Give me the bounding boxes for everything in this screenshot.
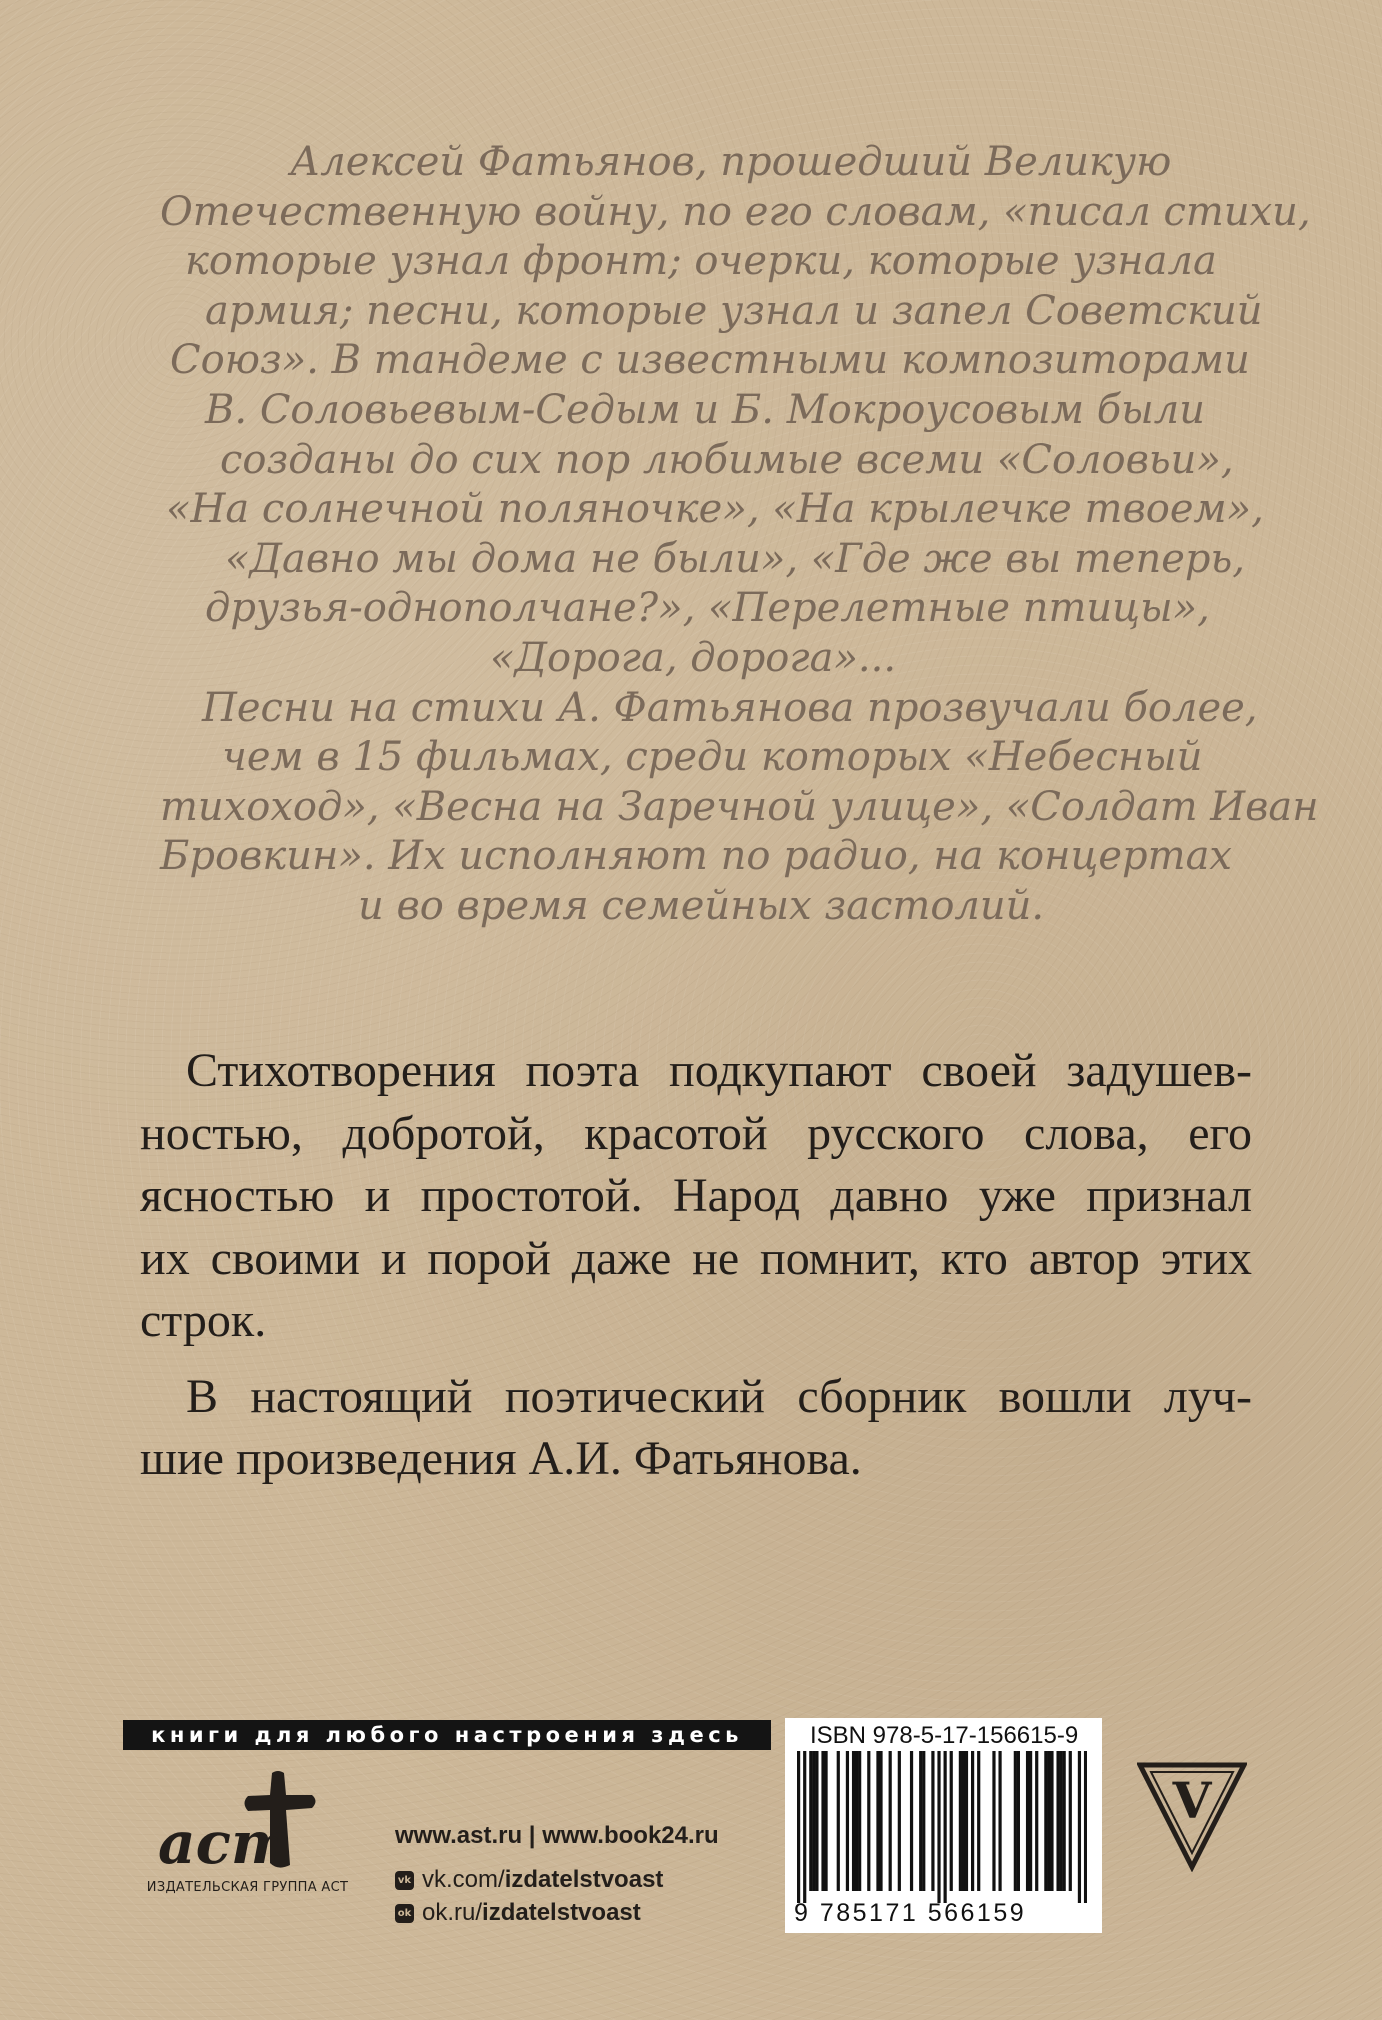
- barcode-bar: [919, 1751, 922, 1891]
- description-line: ясностью и простотой. Народ давно уже признал: [140, 1169, 1252, 1222]
- barcode-bar: [1029, 1751, 1032, 1891]
- barcode-bar: [876, 1751, 879, 1891]
- barcode-bar: [824, 1751, 827, 1891]
- barcode-bar: [1026, 1751, 1029, 1891]
- description-line: их своими и порой даже не помнит, кто автор этих: [140, 1231, 1252, 1285]
- description-line: В настоящий поэтический сборник вошли луч-: [186, 1369, 1252, 1423]
- barcode-bar: [998, 1751, 1001, 1891]
- age-mark-letter: V: [1172, 1771, 1212, 1830]
- social-link-vk[interactable]: [395, 1866, 663, 1894]
- blurb-line: «Дорога, дорога»...: [490, 634, 897, 681]
- isbn-barcode: [797, 1751, 1087, 1903]
- description-line: строк.: [140, 1294, 267, 1347]
- barcode-bar: [977, 1751, 980, 1891]
- book-blurb: [160, 138, 1319, 932]
- social-domain: vk.com/: [422, 1866, 505, 1893]
- vk-icon: vk: [395, 1871, 414, 1890]
- barcode-bar: [1078, 1751, 1081, 1903]
- barcode-bar: [852, 1751, 855, 1891]
- blurb-line: Песни на стихи А. Фатьянова прозвучали более,: [202, 684, 1258, 731]
- barcode-bar: [1069, 1751, 1072, 1891]
- blurb-line: армия; песни, которые узнал и запел Советский: [205, 287, 1263, 334]
- blurb-line: друзья-однополчане?», «Перелетные птицы»,: [205, 585, 1210, 632]
- barcode-bar: [962, 1751, 965, 1891]
- blurb-line: В. Соловьевым-Седым и Б. Мокроусовым были: [205, 386, 1205, 433]
- blurb-line: Алексей Фатьянов, прошедший Великую: [290, 139, 1172, 185]
- barcode-bar: [931, 1751, 934, 1891]
- blurb-line: и во время семейных застолий.: [358, 882, 1045, 929]
- barcode-bar: [992, 1751, 995, 1891]
- barcode-bar: [1050, 1751, 1053, 1891]
- barcode-bar: [1014, 1751, 1017, 1891]
- isbn-label: ISBN 978-5-17-156615-9: [810, 1722, 1079, 1749]
- barcode-bar: [812, 1751, 815, 1891]
- isbn-digits: 9 785171 566159: [794, 1899, 1027, 1927]
- barcode-bar: [846, 1751, 849, 1891]
- barcode-bar: [1063, 1751, 1066, 1891]
- barcode-bar: [944, 1751, 947, 1903]
- barcode-bar: [815, 1751, 818, 1891]
- blurb-line: Отечественную войну, по его словам, «писал стихи,: [160, 188, 1311, 235]
- social-handle: izdatelstvoast: [482, 1899, 641, 1926]
- barcode-bar: [837, 1751, 840, 1891]
- barcode-bar: [889, 1751, 892, 1891]
- barcode-bar: [879, 1751, 882, 1891]
- barcode-bar: [898, 1751, 901, 1891]
- barcode-bar: [1044, 1751, 1047, 1891]
- blurb-line: «На солнечной поляночке», «На крылечке твоем»,: [166, 486, 1264, 533]
- blurb-line: чем в 15 фильмах, среди которых «Небесный: [222, 734, 1203, 781]
- social-handle: izdatelstvoast: [504, 1866, 664, 1893]
- barcode-bar: [803, 1751, 806, 1903]
- barcode-bar: [867, 1751, 870, 1891]
- barcode-bar: [1060, 1751, 1063, 1891]
- blurb-line: тихоход», «Весна на Заречной улице», «Солдат Иван: [160, 783, 1319, 830]
- description-line: ностью, добротой, красотой русского слова, его: [140, 1106, 1252, 1160]
- blurb-line: которые узнал фронт; очерки, которые узнала: [185, 238, 1217, 285]
- ast-logo-text: аст: [158, 1809, 293, 1877]
- blurb-line: Союз». В тандеме с известными композиторами: [170, 337, 1250, 384]
- barcode-bar: [1047, 1751, 1050, 1891]
- blurb-line: созданы до сих пор любимые всеми «Соловьи»,: [220, 436, 1234, 483]
- barcode-bar: [1056, 1751, 1059, 1891]
- barcode-bar: [821, 1751, 824, 1891]
- slogan-banner: книги для любого настроения здесь: [123, 1720, 771, 1750]
- publisher-websites[interactable]: www.ast.ru | www.book24.ru: [395, 1822, 719, 1849]
- barcode-bar: [809, 1751, 812, 1891]
- barcode-bar: [797, 1751, 800, 1903]
- barcode-bar: [965, 1751, 968, 1891]
- description-line: Стихотворения поэта подкупают своей задушев-: [186, 1044, 1252, 1097]
- age-rating-mark: [1137, 1762, 1247, 1872]
- ok-icon: ok: [395, 1904, 414, 1923]
- social-domain: ok.ru/: [422, 1899, 483, 1926]
- blurb-line: «Давно мы дома не были», «Где же вы теперь,: [225, 535, 1245, 582]
- barcode-bar: [959, 1751, 962, 1891]
- blurb-line: Бровкин». Их исполняют по радио, на концертах: [160, 833, 1232, 880]
- barcode-bar: [858, 1751, 861, 1891]
- barcode-bar: [950, 1751, 953, 1891]
- book-description: [140, 1040, 1252, 1491]
- barcode-bar: [910, 1751, 913, 1891]
- barcode-bar: [922, 1751, 925, 1891]
- barcode-bar: [1035, 1751, 1038, 1891]
- barcode-bar: [937, 1751, 940, 1903]
- barcode-bar: [1017, 1751, 1020, 1891]
- barcode-bar: [855, 1751, 858, 1891]
- barcode-bar: [971, 1751, 974, 1891]
- ast-logo: [152, 1765, 332, 1877]
- description-line: шие произведения А.И. Фатьянова.: [140, 1432, 862, 1485]
- social-link-ok[interactable]: [395, 1899, 641, 1927]
- publisher-group-name: ИЗДАТЕЛЬСКАЯ ГРУППА АСТ: [146, 1880, 349, 1895]
- barcode-bar: [1084, 1751, 1087, 1903]
